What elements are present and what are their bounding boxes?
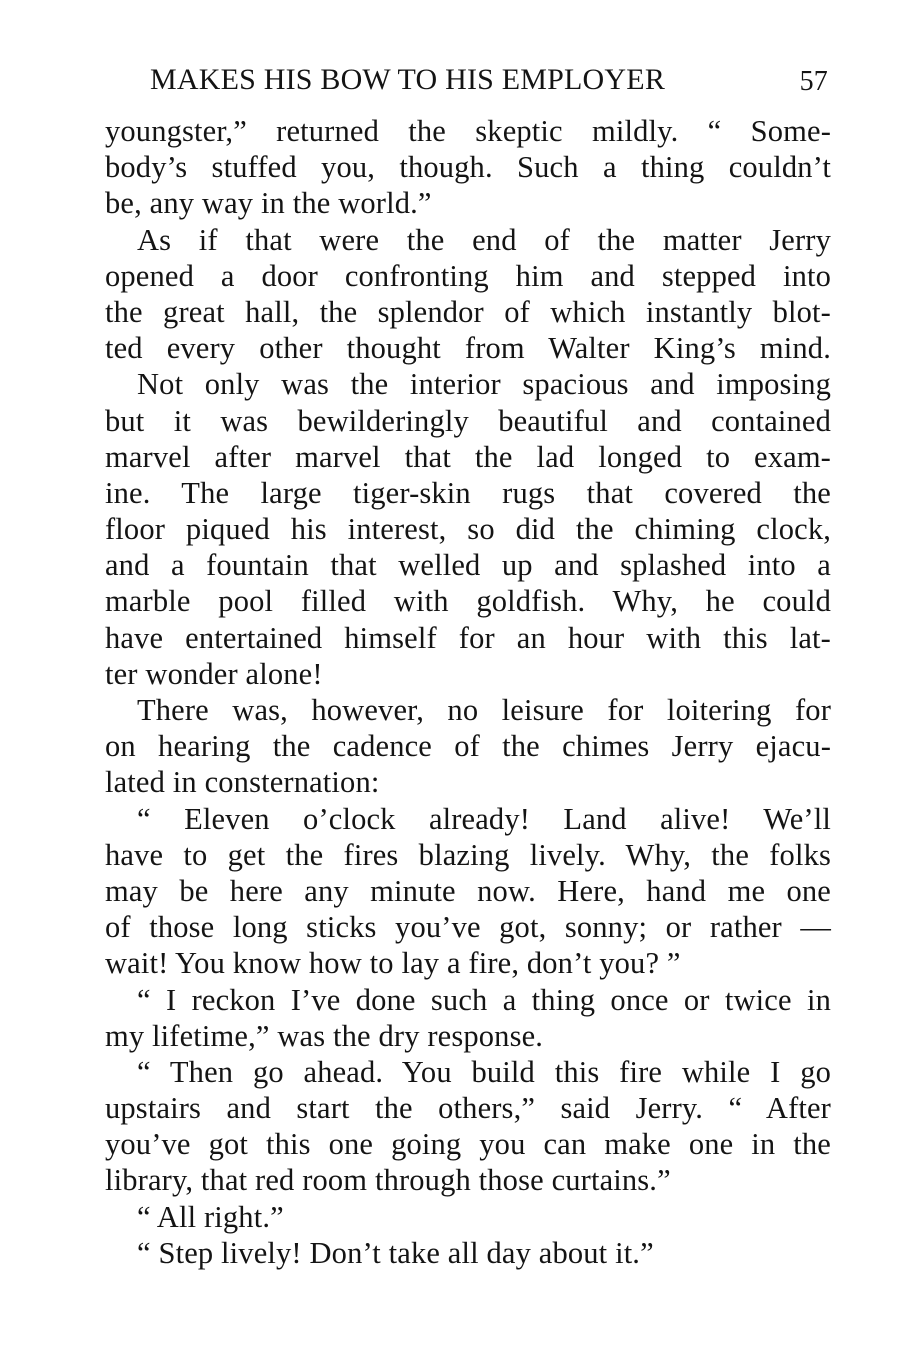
text-line: There was, however, no leisure for loitering for (137, 693, 831, 727)
text-line: marvel after marvel that the lad longed to exam- (105, 439, 831, 474)
text-line: As if that were the end of the matter Jerry (137, 222, 831, 257)
running-title: MAKES HIS BOW TO HIS EMPLOYER (150, 63, 666, 96)
text-line: ted every other thought from Walter King’s mind. (105, 331, 831, 366)
text-line: ine. The large tiger-skin rugs that covered the (105, 475, 831, 510)
text-line: the great hall, the splendor of which instantly blot- (105, 294, 831, 329)
text-line: lated in consternation: (105, 765, 380, 800)
text-line: floor piqued his interest, so did the chiming clock, (105, 512, 831, 547)
text-line: “ Then go ahead. You build this fire while I go (137, 1054, 831, 1089)
text-line: but it was bewilderingly beautiful and contained (105, 403, 831, 438)
text-line: may be here any minute now. Here, hand me one (105, 873, 831, 908)
text-line: my lifetime,” was the dry response. (105, 1018, 544, 1053)
text-line: upstairs and start the others,” said Jerry. “ After (105, 1091, 831, 1126)
text-line: on hearing the cadence of the chimes Jerry ejacu- (105, 729, 831, 764)
body-text (105, 113, 831, 1271)
text-line: be, any way in the world.” (105, 186, 432, 221)
text-line: of those long sticks you’ve got, sonny; or rather — (105, 910, 831, 945)
text-line: body’s stuffed you, though. Such a thing couldn’t (105, 150, 831, 185)
text-line: Not only was the interior spacious and imposing (137, 367, 831, 402)
text-line: wait! You know how to lay a fire, don’t you? ” (105, 946, 681, 981)
text-line: “ All right.” (137, 1199, 284, 1234)
text-line: ter wonder alone! (105, 656, 323, 691)
text-line: and a fountain that welled up and splashed into a (105, 548, 831, 583)
text-line: marble pool filled with goldfish. Why, he could (105, 584, 831, 619)
text-line: library, that red room through those curtains.” (105, 1163, 671, 1198)
text-line: you’ve got this one going you can make one in the (105, 1127, 831, 1162)
text-line: “ I reckon I’ve done such a thing once or twice in (137, 982, 831, 1017)
text-line: have entertained himself for an hour with this lat- (105, 620, 831, 655)
text-line: have to get the fires blazing lively. Why, the folks (105, 837, 831, 872)
text-line: “ Eleven o’clock already! Land alive! We’ll (137, 801, 831, 836)
running-head (150, 60, 830, 100)
page-number: 57 (799, 66, 828, 97)
text-line: youngster,” returned the skeptic mildly. “ Some- (105, 114, 831, 148)
text-line: “ Step lively! Don’t take all day about it.” (137, 1235, 654, 1270)
text-line: opened a door confronting him and stepped into (105, 258, 831, 293)
